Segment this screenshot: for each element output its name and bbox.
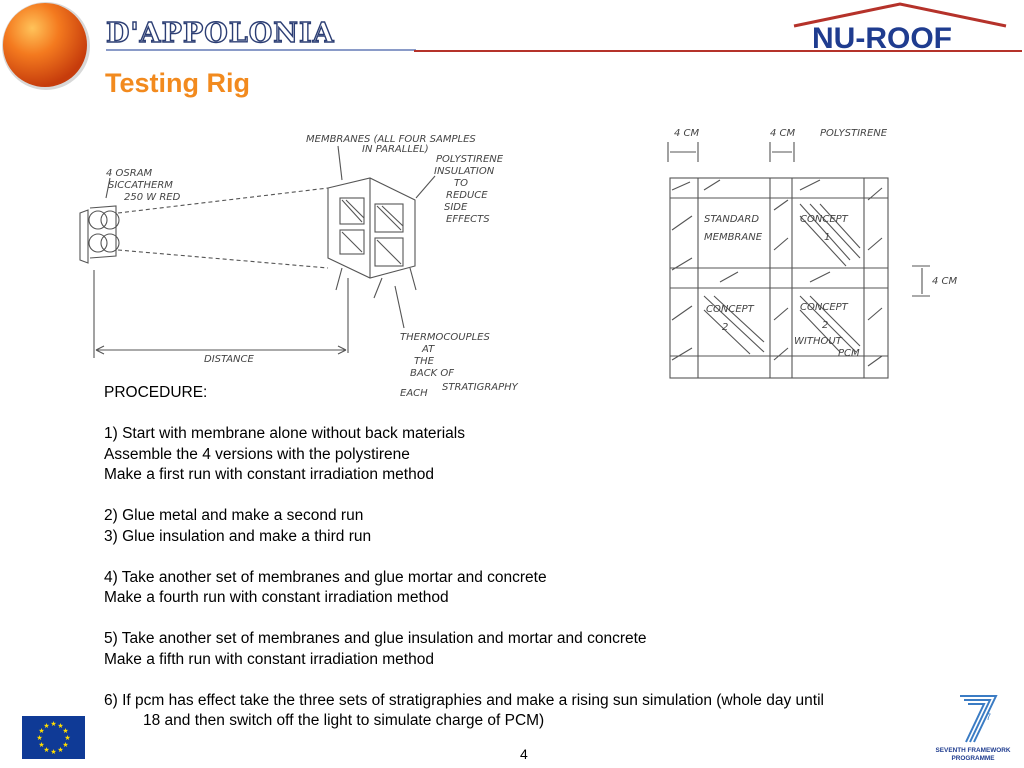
slide-title: Testing Rig xyxy=(105,68,250,98)
distance-label: DISTANCE xyxy=(204,354,254,365)
svg-text:★: ★ xyxy=(64,734,71,742)
thermocouples-label-5: EACH xyxy=(400,388,428,399)
orange-sphere-logo xyxy=(0,0,96,96)
step-6-line-1: 6) If pcm has effect take the three sets of stratigraphies and make a rising sun simulation (whole day until xyxy=(104,691,824,709)
svg-text:★: ★ xyxy=(62,727,69,735)
nu-roof-logo xyxy=(792,0,1008,52)
eu-flag-icon xyxy=(22,716,85,759)
step-1-line-2: Assemble the 4 versions with the polystirene xyxy=(104,445,410,463)
step-6-line-2: 18 and then switch off the light to simulate charge of PCM) xyxy=(143,712,545,729)
fp7-text-line-2: PROGRAMME xyxy=(951,755,995,762)
step-1-line-3: Make a first run with constant irradiation method xyxy=(104,466,434,483)
cell-concept2b-label-3: WITHOUT xyxy=(794,336,842,347)
sample-layout-sketch xyxy=(660,120,960,385)
step-5-line-2: Make a fifth run with constant irradiation method xyxy=(104,650,434,668)
page-number: 4 xyxy=(520,746,528,762)
thermocouples-label-3: THE xyxy=(414,356,434,367)
dappolonia-logo: D'APPOLONIA xyxy=(106,18,335,49)
lamps-label-2: SICCATHERM xyxy=(108,180,173,191)
svg-text:★: ★ xyxy=(38,741,45,749)
svg-text:★: ★ xyxy=(43,722,50,730)
dim-right-label: 4 CM xyxy=(932,276,958,287)
dim-left-label: 4 CM xyxy=(674,128,700,139)
fp7-text-line-1: SEVENTH FRAMEWORK xyxy=(935,747,1011,754)
insulation-label-3: TO xyxy=(454,178,468,189)
lamps-label-3: 250 W RED xyxy=(124,192,181,203)
svg-text:★: ★ xyxy=(57,746,64,754)
thermocouples-label-4: BACK OF xyxy=(410,368,455,379)
cell-concept2b-label-1: CONCEPT xyxy=(800,302,848,313)
logo-underline xyxy=(106,49,416,51)
svg-text:★: ★ xyxy=(43,746,50,754)
cell-concept1-label-1: CONCEPT xyxy=(800,214,848,225)
insulation-label-4: REDUCE xyxy=(446,190,488,201)
step-1-line-1: 1) Start with membrane alone without back materials xyxy=(104,425,465,442)
testing-rig-sketch xyxy=(70,118,550,403)
fp7-number: 7 xyxy=(986,712,992,722)
step-3: 3) Glue insulation and make a third run xyxy=(104,527,372,545)
svg-text:★: ★ xyxy=(36,734,43,742)
cell-concept2-label-1: CONCEPT xyxy=(706,304,754,315)
cell-concept2-label-2: 2 xyxy=(722,322,729,333)
cell-concept2b-label-4: PCM xyxy=(838,348,860,359)
procedure-text xyxy=(104,383,934,732)
svg-text:★: ★ xyxy=(50,748,57,756)
cell-standard-label-2: MEMBRANE xyxy=(704,232,763,243)
svg-text:★: ★ xyxy=(38,727,45,735)
nu-roof-text: NU-ROOF xyxy=(812,22,952,52)
step-5-line-1: 5) Take another set of membranes and glue insulation and mortar and concrete xyxy=(104,630,647,647)
cell-standard-label-1: STANDARD xyxy=(704,214,760,225)
step-4-line-2: Make a fourth run with constant irradiation method xyxy=(104,589,449,606)
procedure-heading: PROCEDURE: xyxy=(104,384,208,401)
insulation-label-6: EFFECTS xyxy=(446,214,490,225)
polystirene-label: POLYSTIRENE xyxy=(820,128,888,139)
insulation-label-5: SIDE xyxy=(444,202,468,213)
step-4-line-1: 4) Take another set of membranes and glue mortar and concrete xyxy=(104,568,547,586)
thermocouples-label-2: AT xyxy=(422,344,435,355)
membranes-label-2: IN PARALLEL) xyxy=(362,144,429,155)
cell-concept2b-label-2: 2 xyxy=(822,320,829,331)
svg-text:★: ★ xyxy=(62,741,69,749)
thermocouples-label-1: THERMOCOUPLES xyxy=(400,332,490,343)
cell-concept1-label-2: 1 xyxy=(824,232,831,243)
lamps-label-1: 4 OSRAM xyxy=(106,168,153,179)
insulation-label-2: INSULATION xyxy=(434,166,495,177)
dim-top-label: 4 CM xyxy=(770,128,796,139)
fp7-logo xyxy=(930,690,1016,762)
membranes-label-1: MEMBRANES (ALL FOUR SAMPLES xyxy=(306,134,476,145)
step-2: 2) Glue metal and make a second run xyxy=(104,507,364,524)
svg-text:★: ★ xyxy=(57,722,64,730)
insulation-label-1: POLYSTIRENE xyxy=(436,154,504,165)
svg-text:★: ★ xyxy=(50,720,57,728)
thermocouples-label-6: STRATIGRAPHY xyxy=(442,382,518,393)
